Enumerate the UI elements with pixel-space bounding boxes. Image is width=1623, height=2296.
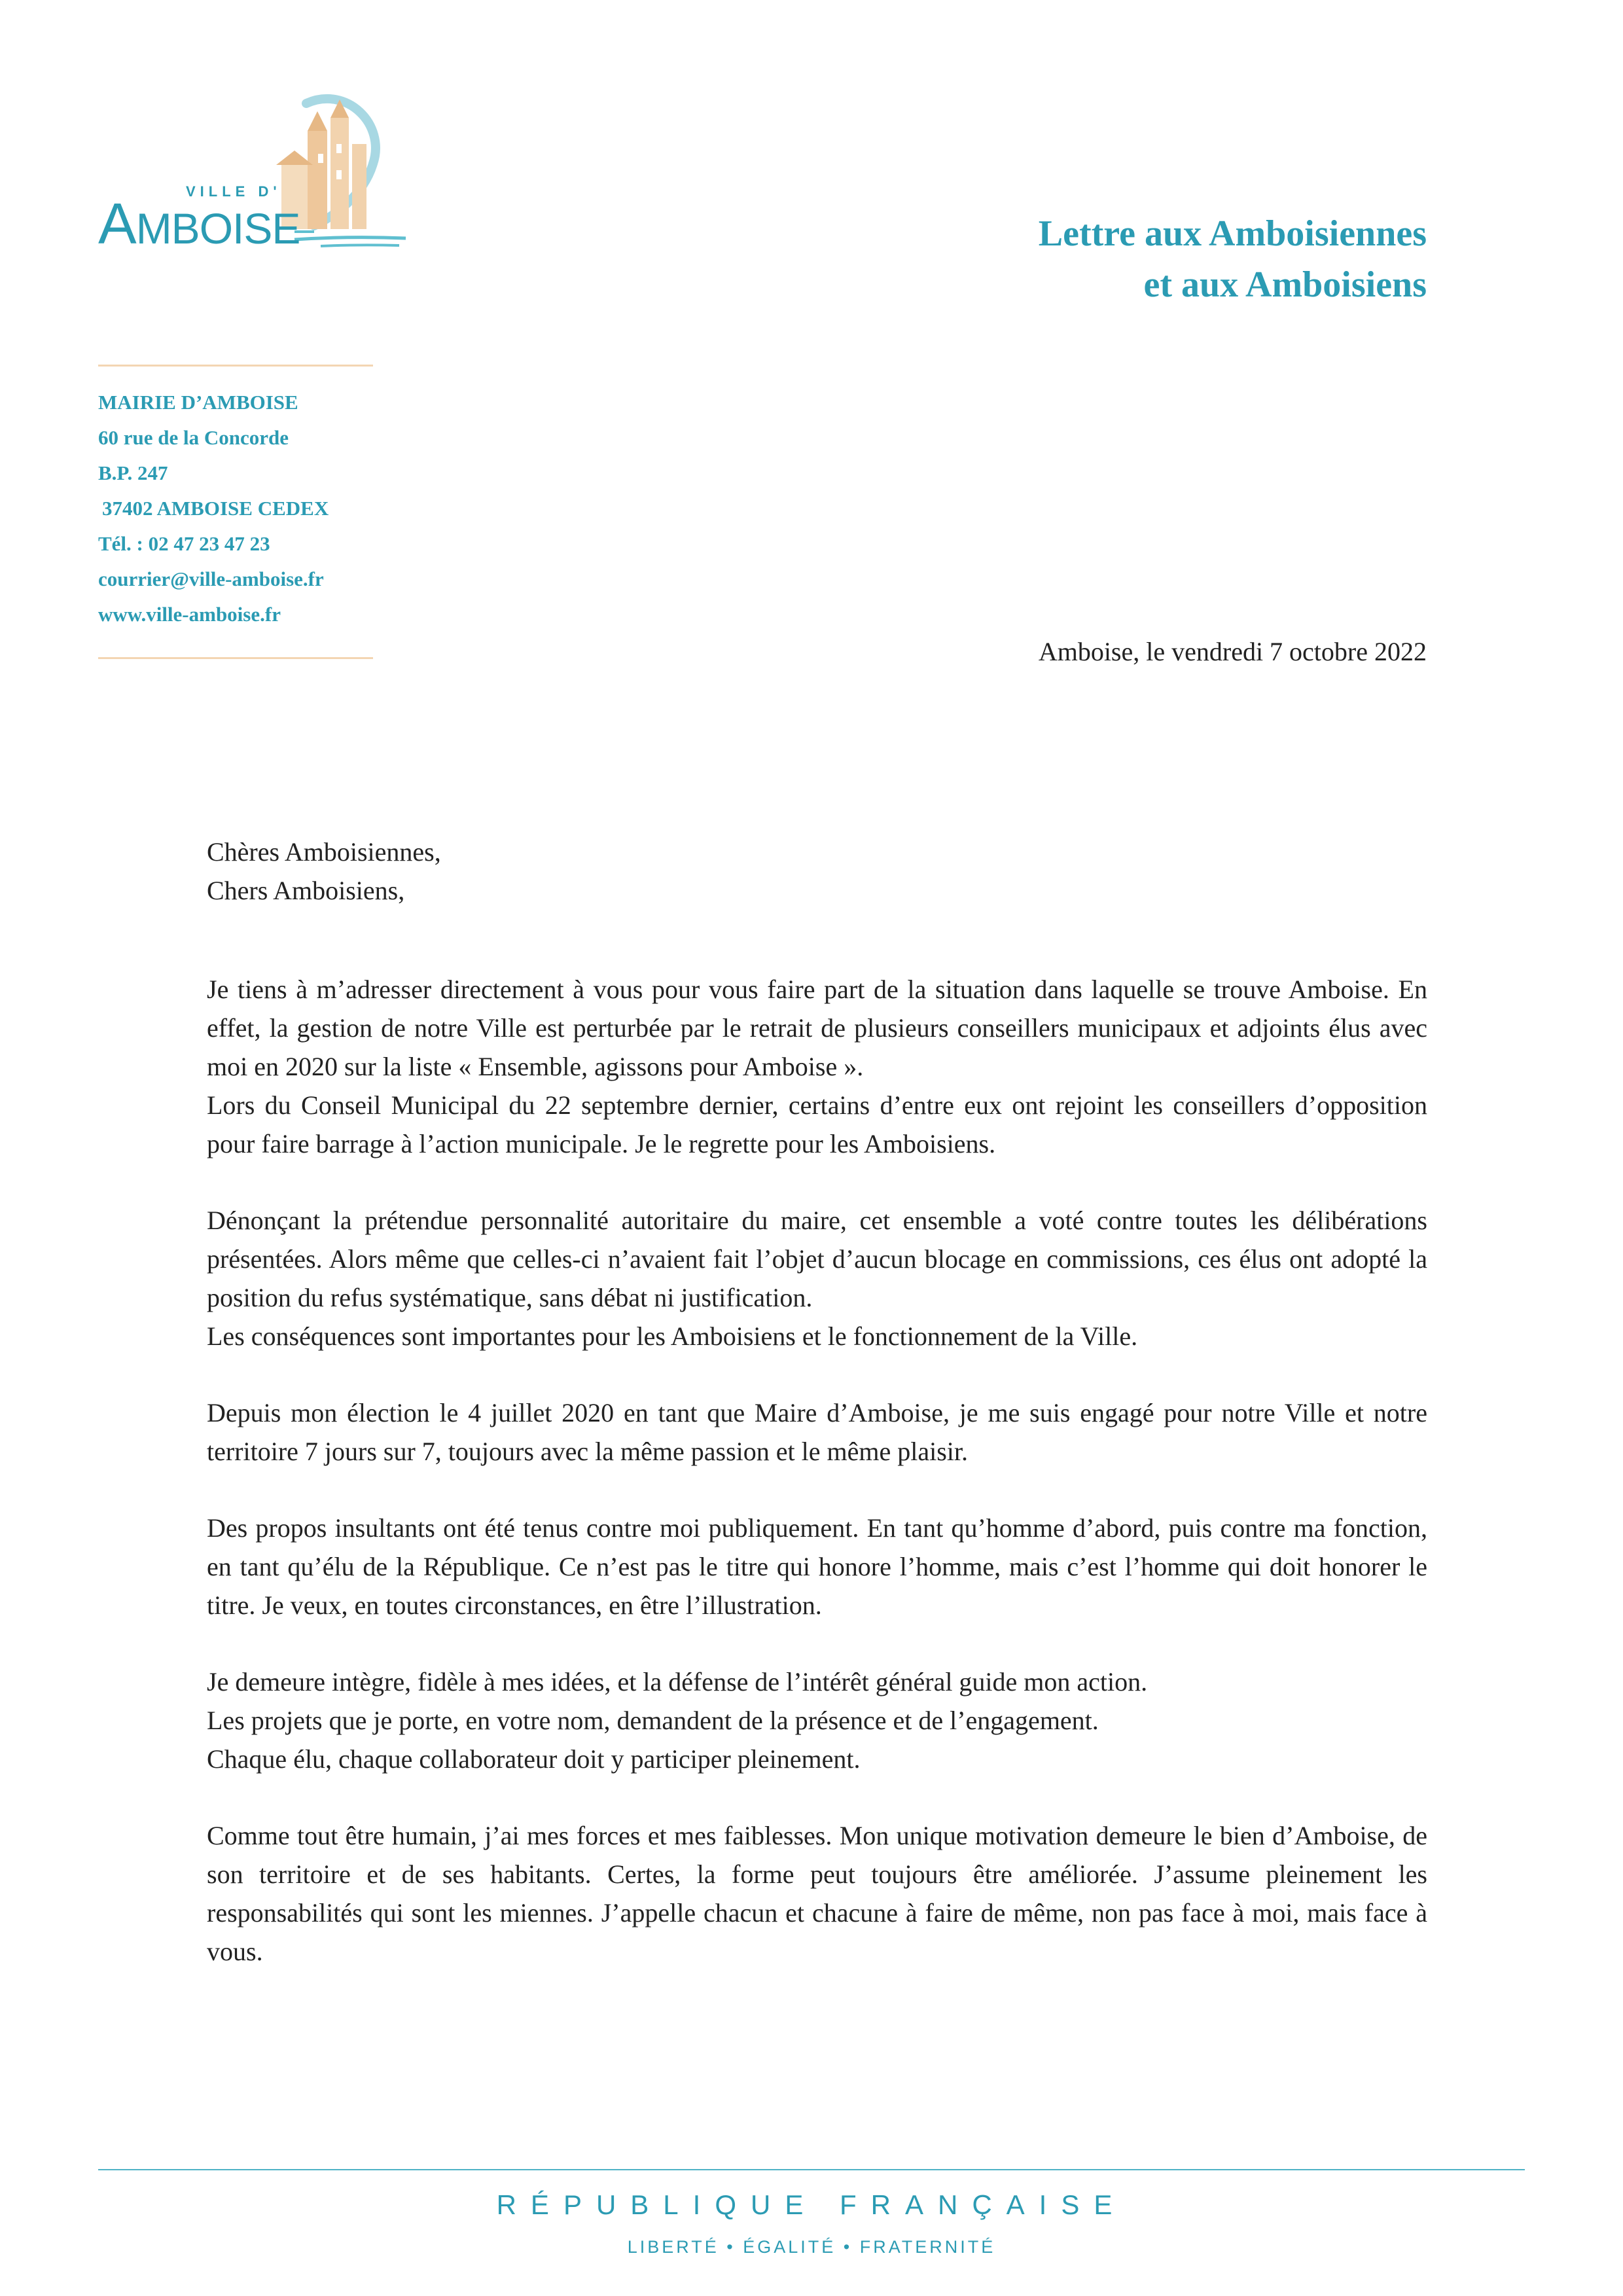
body-sentence: Je tiens à m’adresser directement à vous pour vous faire part de la situation dans laquelle se trouve Amboise. En effet, la gestion de notre Ville est perturbée par le retrait de plusieurs conseillers municipaux et adjoints élus avec moi en 2020 sur la liste « Ensemble, agissons pour Amboise ». [207,975,1427,1081]
body-paragraph [207,1509,1427,1624]
salutation-line-1: Chères Amboisiennes, [207,837,441,867]
ville-amboise-logo [98,92,465,262]
body-sentence: Je demeure intègre, fidèle à mes idées, et la défense de l’intérêt général guide mon action. [207,1667,1148,1696]
body-sentence: Les projets que je porte, en votre nom, demandent de la présence et de l’engagement. [207,1706,1099,1735]
address-bottom-divider [98,657,373,659]
letter-title-line-2: et aux Amboisiens [1143,264,1427,305]
address-line: MAIRIE D’AMBOISE [98,391,298,414]
body-paragraph [207,1816,1427,1971]
sender-address [98,385,329,632]
body-sentence: Des propos insultants ont été tenus contre moi publiquement. En tant qu’homme d’abord, puis contre ma fonction, en tant qu’élu de la République. Ce n’est pas le titre qui honore l’homme, mais c’est l’homme qui doit honorer le titre. Je veux, en toutes circonstances, en être l’illustration. [207,1513,1427,1620]
address-website: www.ville-amboise.fr [98,603,281,626]
letter-body [207,970,1427,2009]
letter-title-line-1: Lettre aux Amboisiennes [1038,213,1427,254]
body-sentence: Les conséquences sont importantes pour les Amboisiens et le fonctionnement de la Ville. [207,1321,1138,1351]
address-line: B.P. 247 [98,461,168,484]
letter-date: Amboise, le vendredi 7 octobre 2022 [1038,637,1427,666]
body-sentence: Dénonçant la prétendue personnalité autoritaire du maire, cet ensemble a voté contre toutes les délibérations présentées. Alors même que celles-ci n’avaient fait l’objet d’aucun blocage en commissions, ces élus ont adopté la position du refus systématique, sans débat ni justification. [207,1206,1427,1312]
body-paragraph [207,970,1427,1163]
logo-wordmark-rest: MBOISE [135,204,300,253]
body-sentence: Lors du Conseil Municipal du 22 septembre dernier, certains d’entre eux ont rejoint les conseillers d’opposition pour faire barrage à l’action municipale. Je le regrette pour les Amboisiens. [207,1090,1427,1158]
logo-prefix: VILLE D' [186,183,281,200]
body-sentence: Depuis mon élection le 4 juillet 2020 en tant que Maire d’Amboise, je me suis engagé pour notre Ville et notre territoire 7 jours sur 7, toujours avec la même passion et le même plaisir. [207,1398,1427,1466]
salutation-line-2: Chers Amboisiens, [207,876,405,905]
logo-wordmark-initial: A [98,191,136,256]
letter-title [1039,208,1427,310]
footer-republique: RÉPUBLIQUE FRANÇAISE [496,2189,1127,2220]
body-paragraph [207,1662,1427,1778]
address-line: 37402 AMBOISE CEDEX [102,497,329,520]
address-line: 60 rue de la Concorde [98,426,289,449]
address-email: courrier@ville-amboise.fr [98,567,324,590]
footer-motto: LIBERTÉ • ÉGALITÉ • FRATERNITÉ [627,2237,996,2257]
body-paragraph [207,1201,1427,1355]
body-sentence: Comme tout être humain, j’ai mes forces et mes faiblesses. Mon unique motivation demeure le bien d’Amboise, de son territoire et de ses habitants. Certes, la forme peut toujours être améliorée. J’assume pleinement les responsabilités qui sont les miennes. J’appelle chacun et chacune à faire de même, non pas face à moi, mais face à vous. [207,1821,1427,1966]
body-paragraph [207,1393,1427,1471]
body-sentence: Chaque élu, chaque collaborateur doit y participer pleinement. [207,1744,861,1774]
address-top-divider [98,365,373,367]
address-phone: Tél. : 02 47 23 47 23 [98,532,270,555]
logo-wordmark [98,191,300,261]
footer-divider [98,2169,1525,2170]
salutation [207,833,1427,910]
